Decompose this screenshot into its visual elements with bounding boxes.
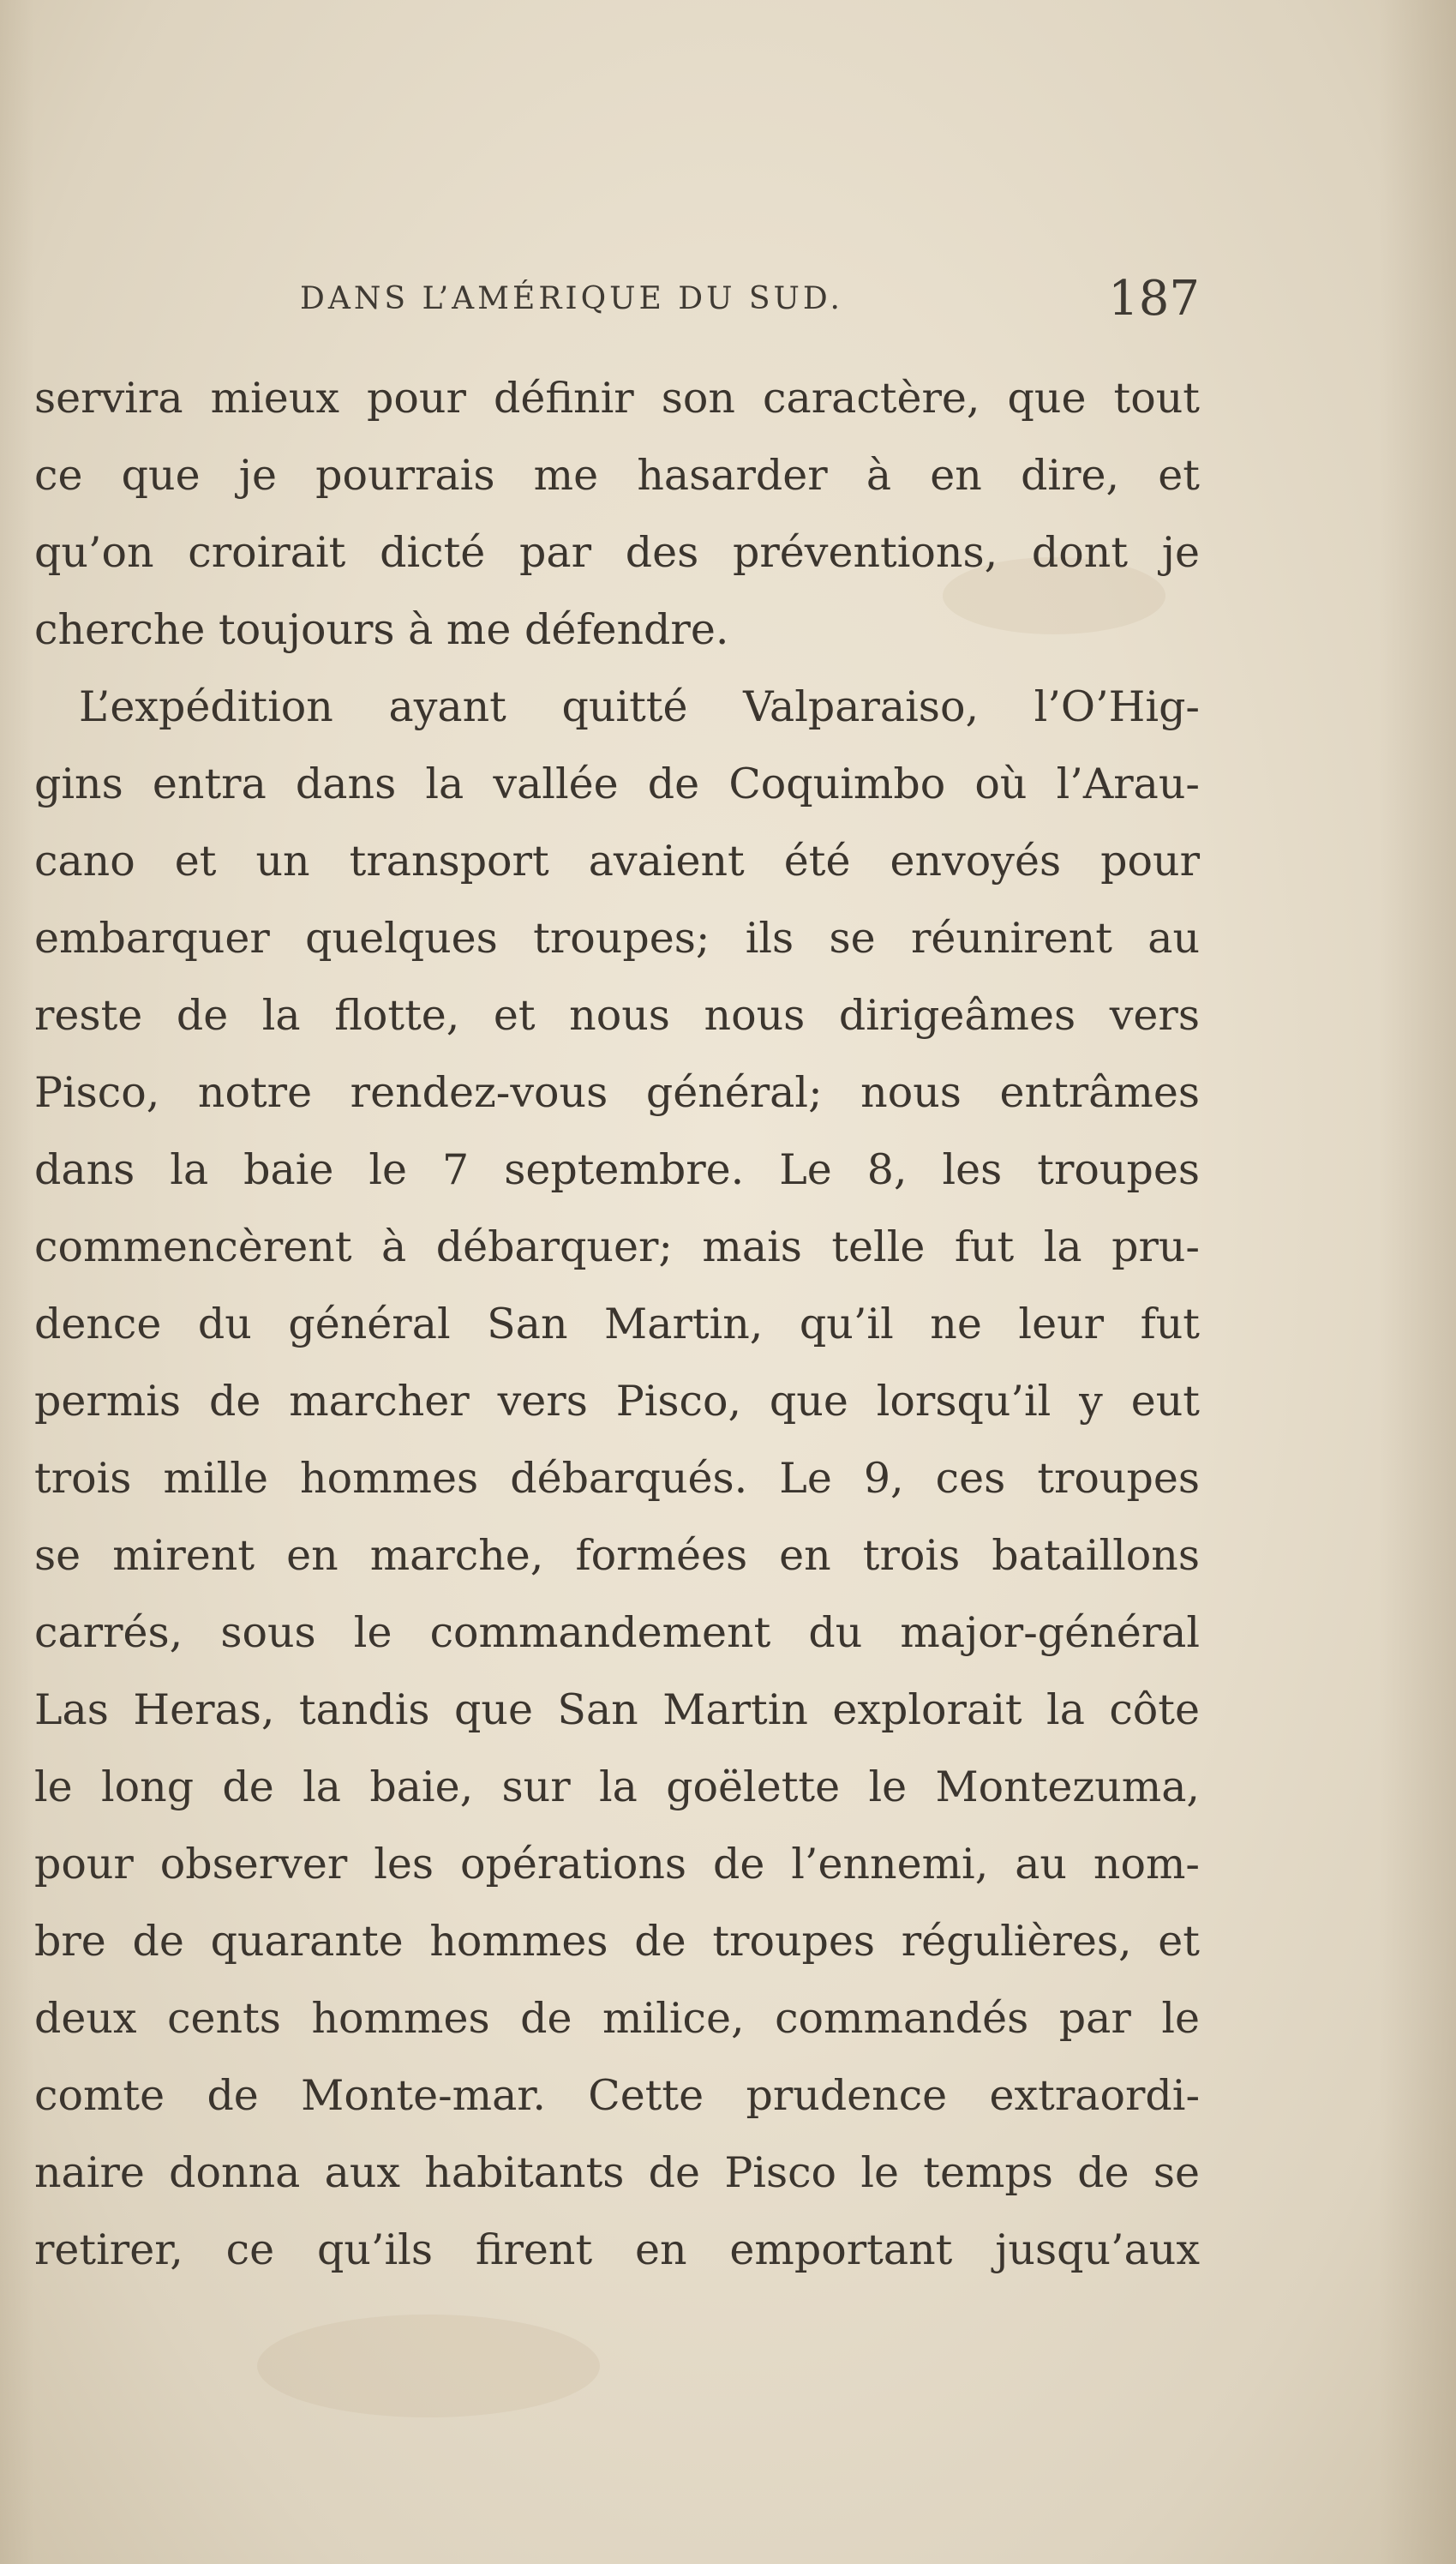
paper-stain	[257, 2315, 600, 2417]
text-line: retirer, ce qu’ils firent en emportant jusqu’aux	[34, 2225, 1200, 2274]
text-line: permis de marcher vers Pisco, que lorsqu’il y eut	[34, 1377, 1200, 1426]
body-text	[34, 360, 1200, 2289]
text-line: le long de la baie, sur la goëlette le Montezuma,	[34, 1762, 1200, 1811]
page-number: 187	[1108, 271, 1200, 327]
running-head	[300, 271, 1200, 333]
text-line: bre de quarante hommes de troupes régulières, et	[34, 1917, 1200, 1966]
running-title: DANS L’AMÉRIQUE DU SUD.	[300, 281, 843, 316]
text-line: qu’on croirait dicté par des préventions, dont je	[34, 528, 1200, 577]
text-line: embarquer quelques troupes; ils se réunirent au	[34, 914, 1200, 963]
text-line: se mirent en marche, formées en trois bataillons	[34, 1531, 1200, 1580]
text-line: dence du général San Martin, qu’il ne leur fut	[34, 1300, 1200, 1348]
text-line: comte de Monte-mar. Cette prudence extraordi-	[34, 2071, 1200, 2120]
text-line: deux cents hommes de milice, commandés par le	[34, 1994, 1200, 2043]
text-line: servira mieux pour définir son caractère, que tout	[34, 374, 1200, 423]
text-line: trois mille hommes débarqués. Le 9, ces troupes	[34, 1454, 1200, 1503]
page-edge-shadow-right	[1379, 0, 1456, 2564]
paragraph-first-line: L’expédition ayant quitté Valparaiso, l’O’Hig-	[79, 682, 1200, 731]
text-line: Las Heras, tandis que San Martin explorait la côte	[34, 1685, 1200, 1734]
text-line: pour observer les opérations de l’ennemi, au nom-	[34, 1840, 1200, 1888]
text-line: dans la baie le 7 septembre. Le 8, les troupes	[34, 1145, 1200, 1194]
page-edge-shadow-left	[0, 0, 34, 2564]
text-line: ce que je pourrais me hasarder à en dire, et	[34, 451, 1200, 500]
text-line: Pisco, notre rendez-vous général; nous entrâmes	[34, 1068, 1200, 1117]
text-line: cano et un transport avaient été envoyés pour	[34, 837, 1200, 886]
text-line: naire donna aux habitants de Pisco le temps de se	[34, 2148, 1200, 2197]
text-line: commencèrent à débarquer; mais telle fut la pru-	[34, 1222, 1200, 1271]
text-line: reste de la flotte, et nous nous dirigeâmes vers	[34, 991, 1200, 1040]
text-line: carrés, sous le commandement du major-général	[34, 1608, 1200, 1657]
text-line: cherche toujours à me défendre.	[34, 605, 729, 654]
text-line: gins entra dans la vallée de Coquimbo où l’Arau-	[34, 760, 1200, 808]
